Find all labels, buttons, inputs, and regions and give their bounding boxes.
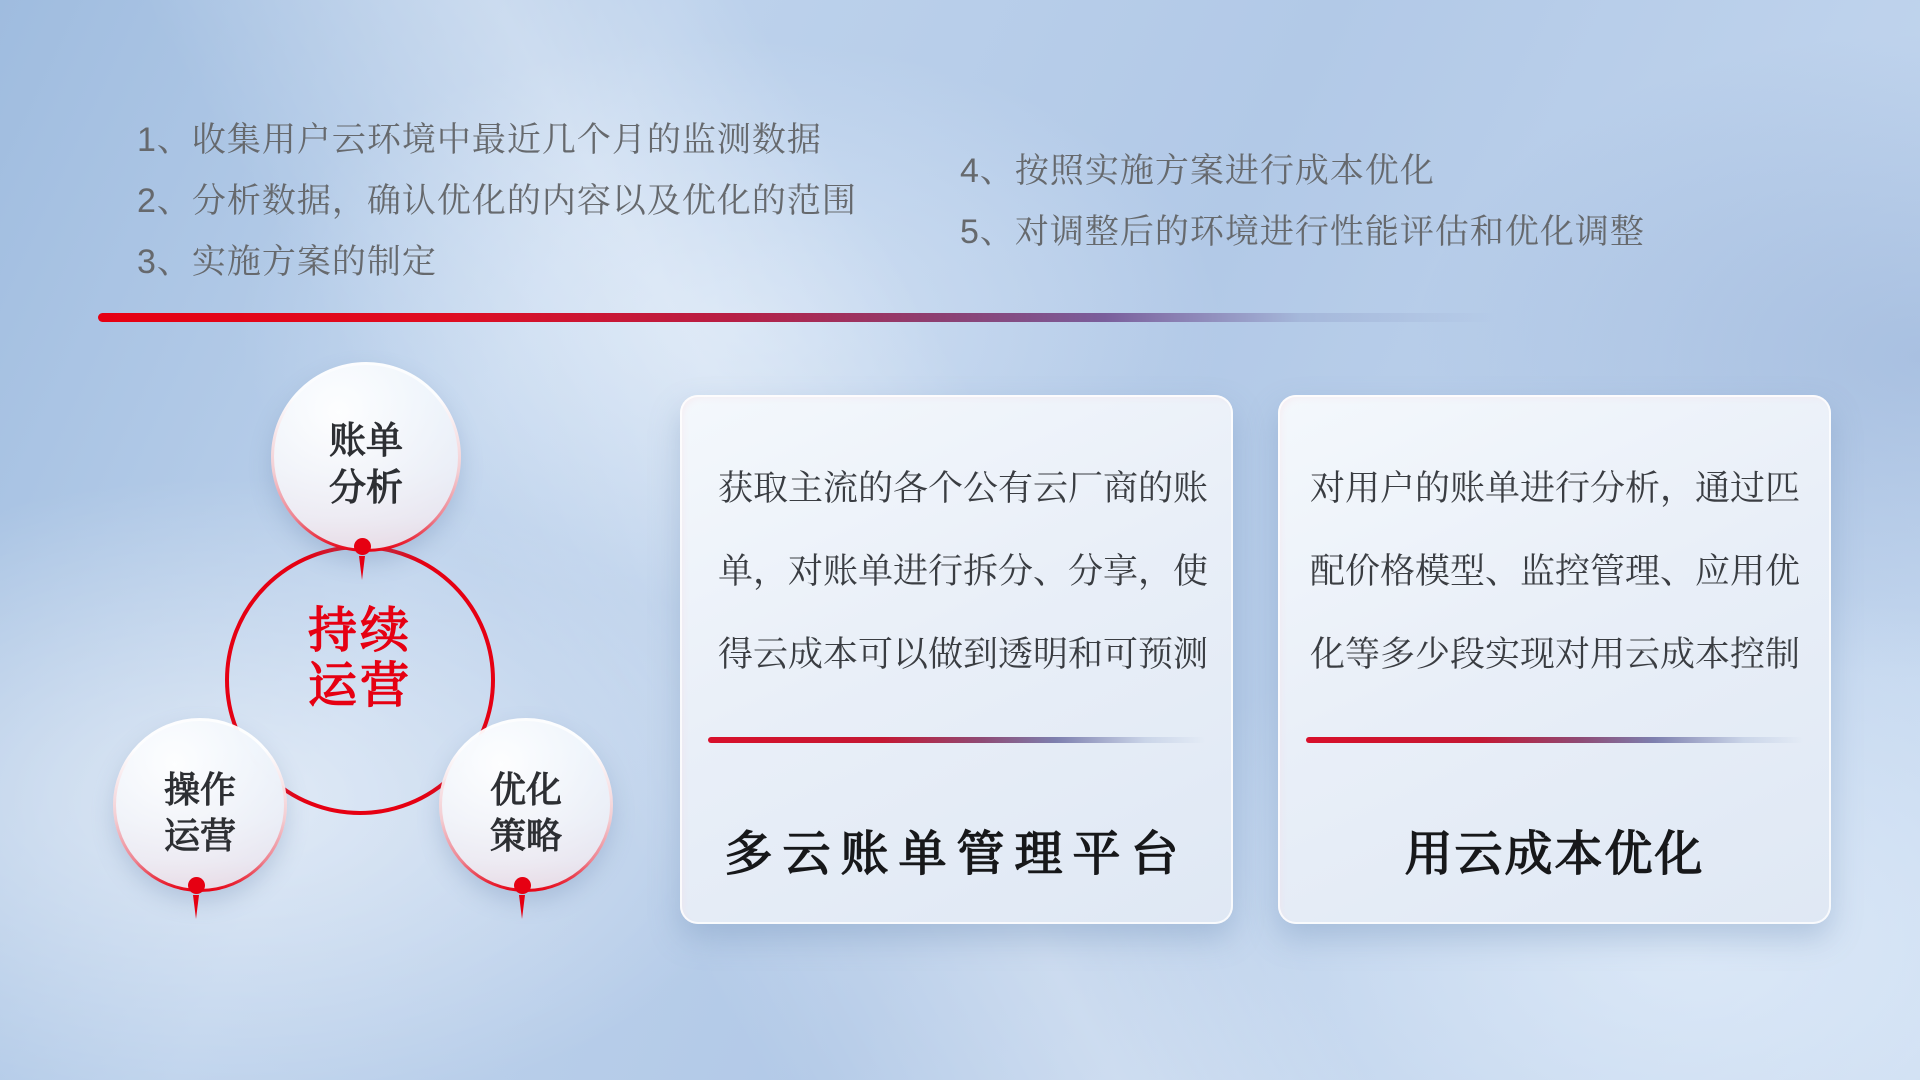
card-multicloud-billing bbox=[680, 395, 1233, 924]
divider-line bbox=[98, 313, 1496, 322]
cycle-center-line-1: 持续 bbox=[307, 604, 412, 658]
node-operation-line-2: 运营 bbox=[163, 815, 236, 856]
card-accent-line bbox=[708, 737, 1205, 743]
body-line: 化等多少段实现对用云成本控制 bbox=[1310, 635, 1801, 674]
cycle-center-line-2: 运营 bbox=[307, 659, 412, 713]
process-step-5: 5、对调整后的环境进行性能评估和优化调整 bbox=[960, 213, 1645, 251]
node-optimize-strategy-line-1: 优化 bbox=[489, 769, 562, 810]
card-accent-line bbox=[1306, 737, 1803, 743]
node-bill-analysis-line-1: 账单 bbox=[329, 420, 403, 461]
node-operation-line-1: 操作 bbox=[163, 769, 236, 810]
body-line: 得云成本可以做到透明和可预测 bbox=[718, 635, 1209, 674]
card-cloud-cost-optimization-body bbox=[1310, 447, 1805, 696]
body-line: 获取主流的各个公有云厂商的账 bbox=[718, 469, 1209, 508]
connector-tail-top bbox=[359, 556, 365, 580]
card-multicloud-billing-body bbox=[718, 447, 1207, 696]
connector-tail-left bbox=[193, 895, 199, 919]
node-bill-analysis-line-2: 分析 bbox=[329, 467, 403, 508]
node-operation bbox=[113, 718, 287, 892]
connector-dot-right bbox=[514, 877, 531, 894]
card-multicloud-billing-title: 多云账单管理平台 bbox=[724, 828, 1189, 881]
process-steps-left bbox=[137, 110, 857, 293]
body-line: 单，对账单进行拆分、分享，使 bbox=[718, 552, 1209, 591]
process-step-1: 1、收集用户云环境中最近几个月的监测数据 bbox=[137, 121, 822, 159]
body-line: 对用户的账单进行分析，通过匹 bbox=[1310, 469, 1801, 508]
process-step-3: 3、实施方案的制定 bbox=[137, 243, 437, 281]
connector-tail-right bbox=[519, 895, 525, 919]
cycle-center-label bbox=[225, 604, 495, 714]
node-optimize-strategy-line-2: 策略 bbox=[489, 815, 562, 856]
card-cloud-cost-optimization bbox=[1278, 395, 1831, 924]
process-steps-right bbox=[960, 141, 1645, 263]
connector-dot-left bbox=[188, 877, 205, 894]
connector-dot-top bbox=[354, 538, 371, 555]
node-bill-analysis bbox=[271, 362, 461, 552]
process-step-4: 4、按照实施方案进行成本优化 bbox=[960, 152, 1435, 190]
process-step-2: 2、分析数据，确认优化的内容以及优化的范围 bbox=[137, 182, 857, 220]
body-line: 配价格模型、监控管理、应用优 bbox=[1310, 552, 1801, 591]
card-cloud-cost-optimization-title: 用云成本优化 bbox=[1404, 828, 1705, 881]
node-optimize-strategy bbox=[439, 718, 613, 892]
